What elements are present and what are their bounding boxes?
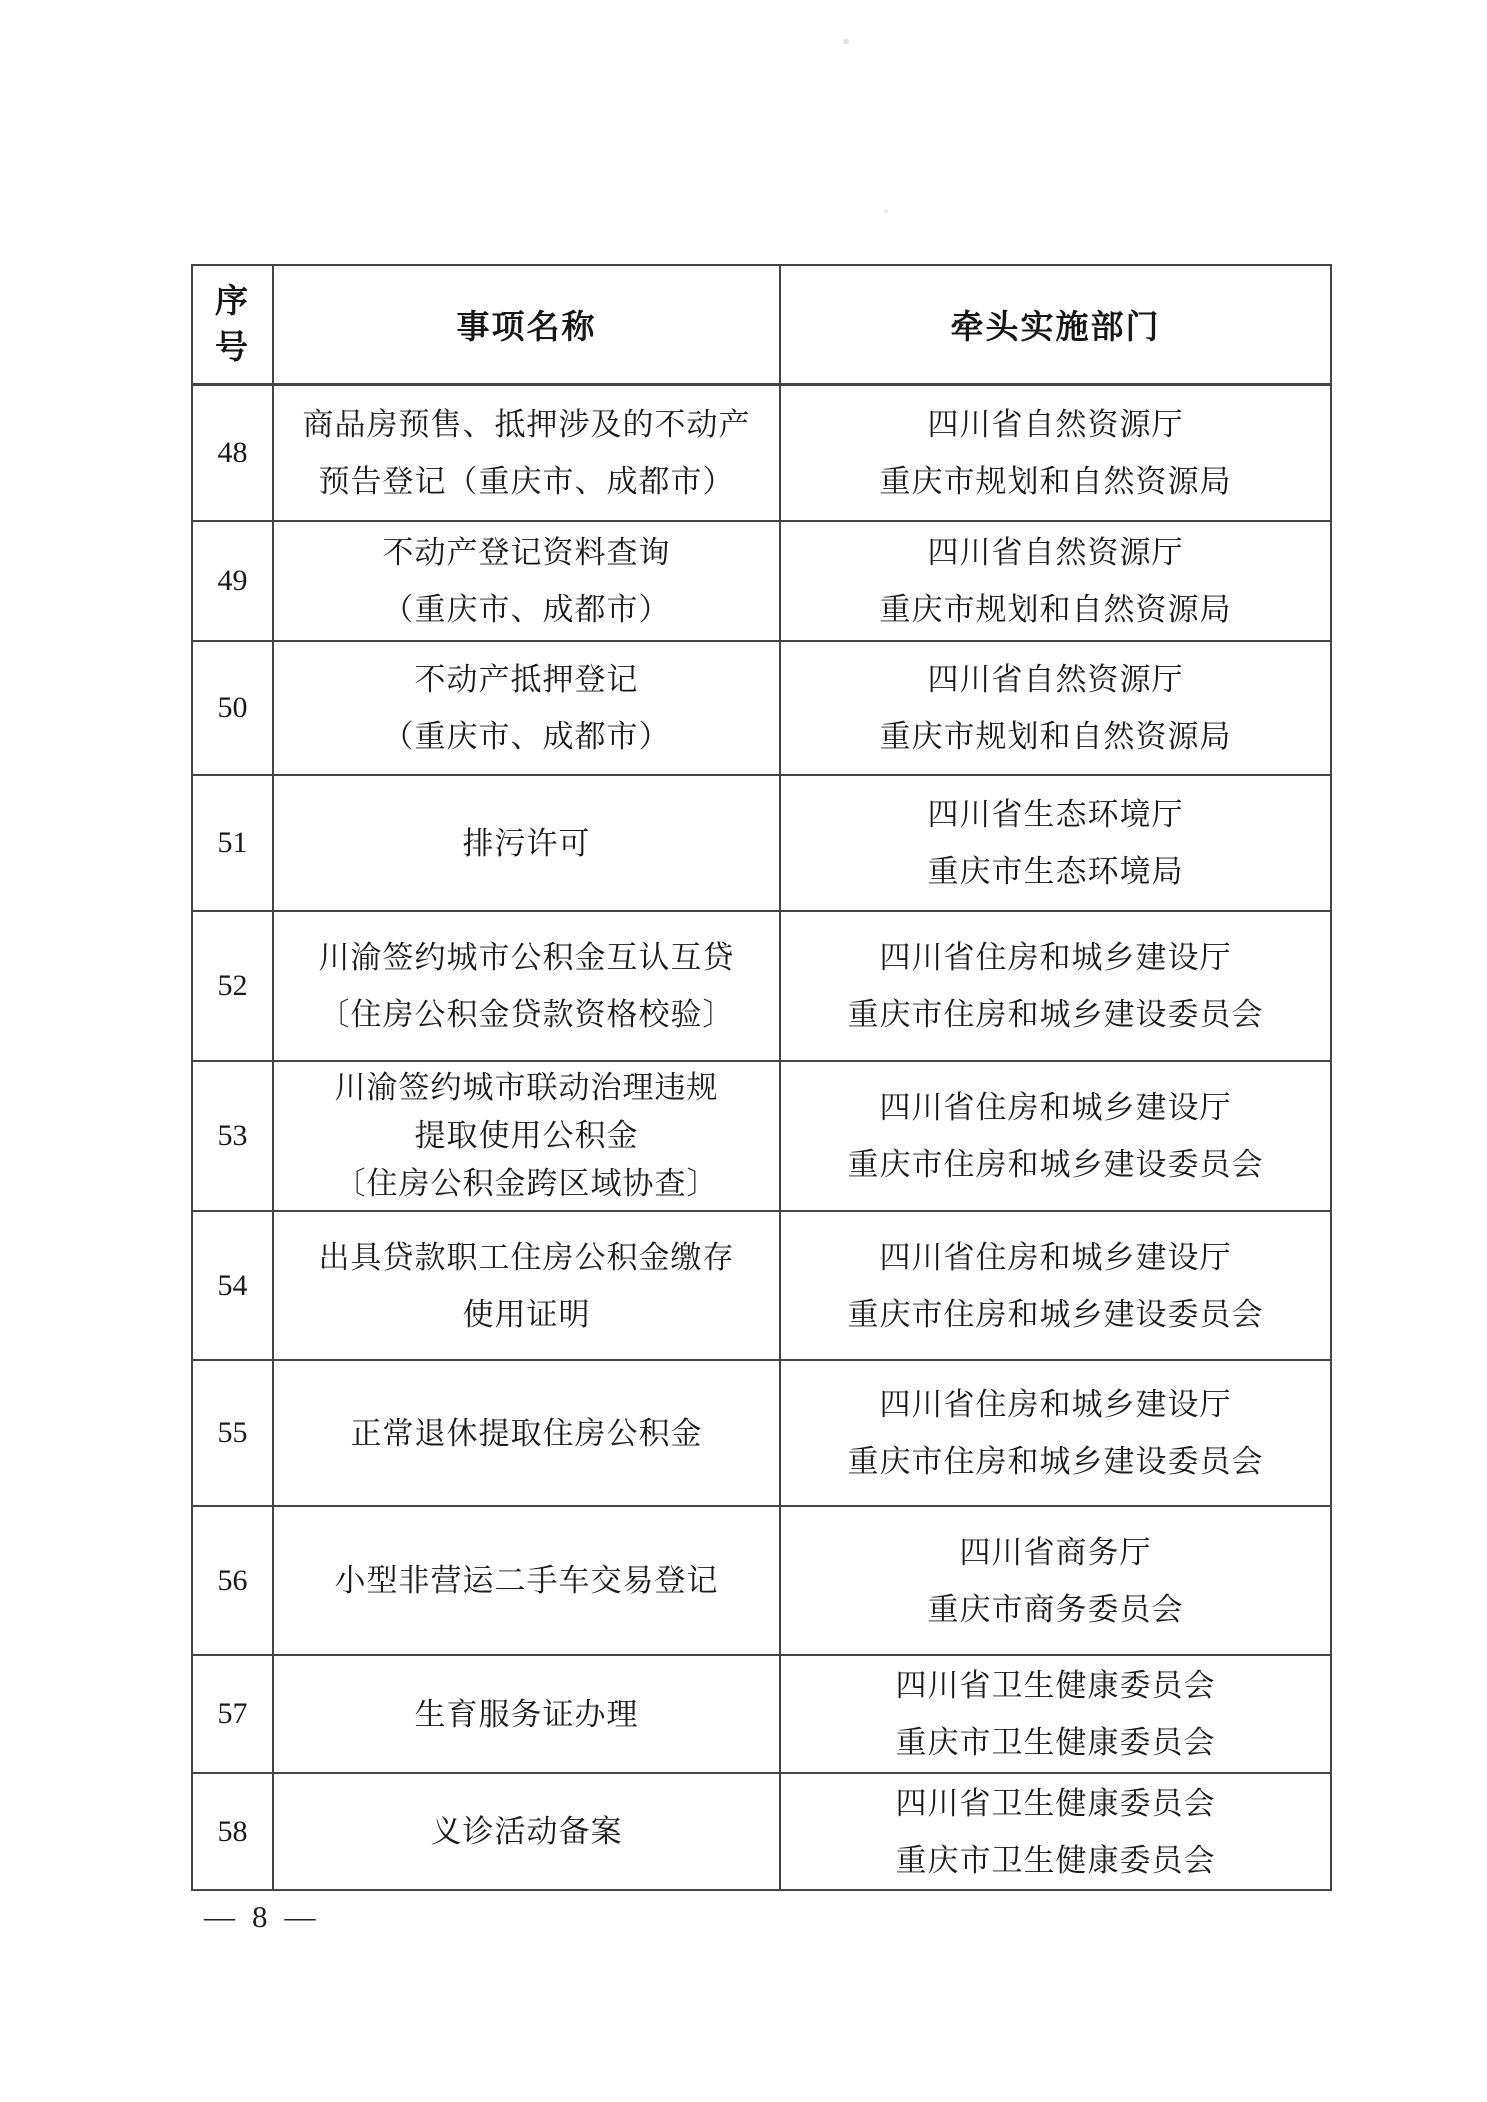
- header-serial-line1: 序: [215, 282, 250, 320]
- item-name-line: 不动产登记资料查询: [382, 535, 671, 570]
- item-name-line: 不动产抵押登记: [414, 662, 639, 697]
- department-line: 重庆市商务委员会: [927, 1591, 1184, 1627]
- item-name-line: 使用证明: [462, 1296, 591, 1332]
- row-item-name: [273, 1773, 780, 1890]
- item-name-line: 〔住房公积金跨区域协查〕: [334, 1166, 719, 1201]
- department-line: 重庆市住房和城乡建设委员会: [847, 1444, 1264, 1479]
- item-name-line: 预告登记（重庆市、成都市）: [318, 463, 735, 499]
- table-row: [192, 1506, 1331, 1655]
- header-serial-number: [192, 265, 273, 384]
- table-header: [192, 265, 1331, 384]
- department-line: 重庆市规划和自然资源局: [879, 719, 1232, 754]
- table-row: [192, 1061, 1331, 1211]
- row-serial-number: 48: [192, 384, 273, 521]
- row-serial-number: 49: [192, 521, 273, 641]
- item-name-line: 商品房预售、抵押涉及的不动产: [302, 406, 751, 442]
- department-line: 重庆市卫生健康委员会: [895, 1842, 1216, 1878]
- row-department: [780, 911, 1331, 1061]
- department-line: 重庆市住房和城乡建设委员会: [847, 1147, 1264, 1182]
- row-item-name: [273, 775, 780, 911]
- row-item-name: [273, 1506, 780, 1655]
- item-name-line: 生育服务证办理: [414, 1696, 639, 1732]
- item-name-line: 川渝签约城市联动治理违规: [334, 1070, 719, 1105]
- row-item-name: [273, 1211, 780, 1360]
- row-department: [780, 775, 1331, 911]
- header-item-name: 事项名称: [273, 265, 780, 384]
- row-department: [780, 1773, 1331, 1890]
- item-name-line: 提取使用公积金: [414, 1118, 639, 1153]
- item-name-line: 排污许可: [462, 825, 591, 861]
- table-row: [192, 1211, 1331, 1360]
- page-number-left-dash: —: [204, 1899, 235, 1934]
- department-line: 四川省卫生健康委员会: [895, 1785, 1216, 1821]
- row-item-name: [273, 1360, 780, 1506]
- row-item-name: [273, 1655, 780, 1773]
- row-department: [780, 641, 1331, 775]
- department-line: 重庆市住房和城乡建设委员会: [847, 1296, 1264, 1332]
- table-row: [192, 641, 1331, 775]
- department-line: 四川省住房和城乡建设厅: [879, 1090, 1232, 1125]
- department-line: 四川省生态环境厅: [927, 797, 1184, 832]
- department-line: 重庆市生态环境局: [927, 854, 1184, 889]
- department-line: 四川省住房和城乡建设厅: [879, 1239, 1232, 1275]
- row-serial-number: 51: [192, 775, 273, 911]
- department-line: 重庆市住房和城乡建设委员会: [847, 997, 1264, 1032]
- row-item-name: [273, 1061, 780, 1211]
- row-serial-number: 56: [192, 1506, 273, 1655]
- department-line: 重庆市规划和自然资源局: [879, 592, 1232, 627]
- department-line: 重庆市卫生健康委员会: [895, 1725, 1216, 1760]
- department-line: 四川省商务厅: [959, 1534, 1152, 1570]
- row-serial-number: 58: [192, 1773, 273, 1890]
- department-line: 四川省卫生健康委员会: [895, 1668, 1216, 1703]
- department-line: 四川省住房和城乡建设厅: [879, 940, 1232, 975]
- row-serial-number: 52: [192, 911, 273, 1061]
- page-number-value: 8: [252, 1899, 268, 1934]
- row-item-name: [273, 521, 780, 641]
- item-name-line: （重庆市、成都市）: [382, 592, 671, 627]
- department-line: 重庆市规划和自然资源局: [879, 463, 1232, 499]
- department-line: 四川省自然资源厅: [927, 406, 1184, 442]
- table-row: [192, 1655, 1331, 1773]
- table-header-row: [192, 265, 1331, 384]
- table-row: [192, 775, 1331, 911]
- department-line: 四川省住房和城乡建设厅: [879, 1387, 1232, 1422]
- item-name-line: 小型非营运二手车交易登记: [334, 1563, 719, 1598]
- row-department: [780, 521, 1331, 641]
- table-body: [192, 384, 1331, 1890]
- item-name-line: 〔住房公积金贷款资格校验〕: [318, 997, 735, 1032]
- table-row: [192, 911, 1331, 1061]
- row-department: [780, 1211, 1331, 1360]
- row-department: [780, 1360, 1331, 1506]
- page-number-right-dash: —: [284, 1899, 316, 1934]
- row-department: [780, 1655, 1331, 1773]
- row-serial-number: 54: [192, 1211, 273, 1360]
- row-serial-number: 55: [192, 1360, 273, 1506]
- row-item-name: [273, 384, 780, 521]
- row-department: [780, 384, 1331, 521]
- row-item-name: [273, 641, 780, 775]
- header-department: 牵头实施部门: [780, 265, 1331, 384]
- page-number: [204, 1899, 316, 1935]
- row-serial-number: 57: [192, 1655, 273, 1773]
- department-line: 四川省自然资源厅: [927, 535, 1184, 570]
- scan-speck: [843, 39, 849, 44]
- row-item-name: [273, 911, 780, 1061]
- header-serial-line2: 号: [215, 328, 250, 366]
- row-department: [780, 1506, 1331, 1655]
- scan-speck: [884, 209, 888, 213]
- item-name-line: （重庆市、成都市）: [382, 719, 671, 754]
- table-row: [192, 384, 1331, 521]
- department-line: 四川省自然资源厅: [927, 662, 1184, 697]
- table-row: [192, 1360, 1331, 1506]
- row-serial-number: 50: [192, 641, 273, 775]
- row-department: [780, 1061, 1331, 1211]
- table-row: [192, 1773, 1331, 1890]
- row-serial-number: 53: [192, 1061, 273, 1211]
- table-row: [192, 521, 1331, 641]
- item-name-line: 义诊活动备案: [430, 1814, 623, 1849]
- item-name-line: 出具贷款职工住房公积金缴存: [318, 1239, 735, 1275]
- item-name-line: 川渝签约城市公积金互认互贷: [318, 940, 735, 975]
- item-name-line: 正常退休提取住房公积金: [350, 1415, 703, 1451]
- items-table: [191, 264, 1332, 1891]
